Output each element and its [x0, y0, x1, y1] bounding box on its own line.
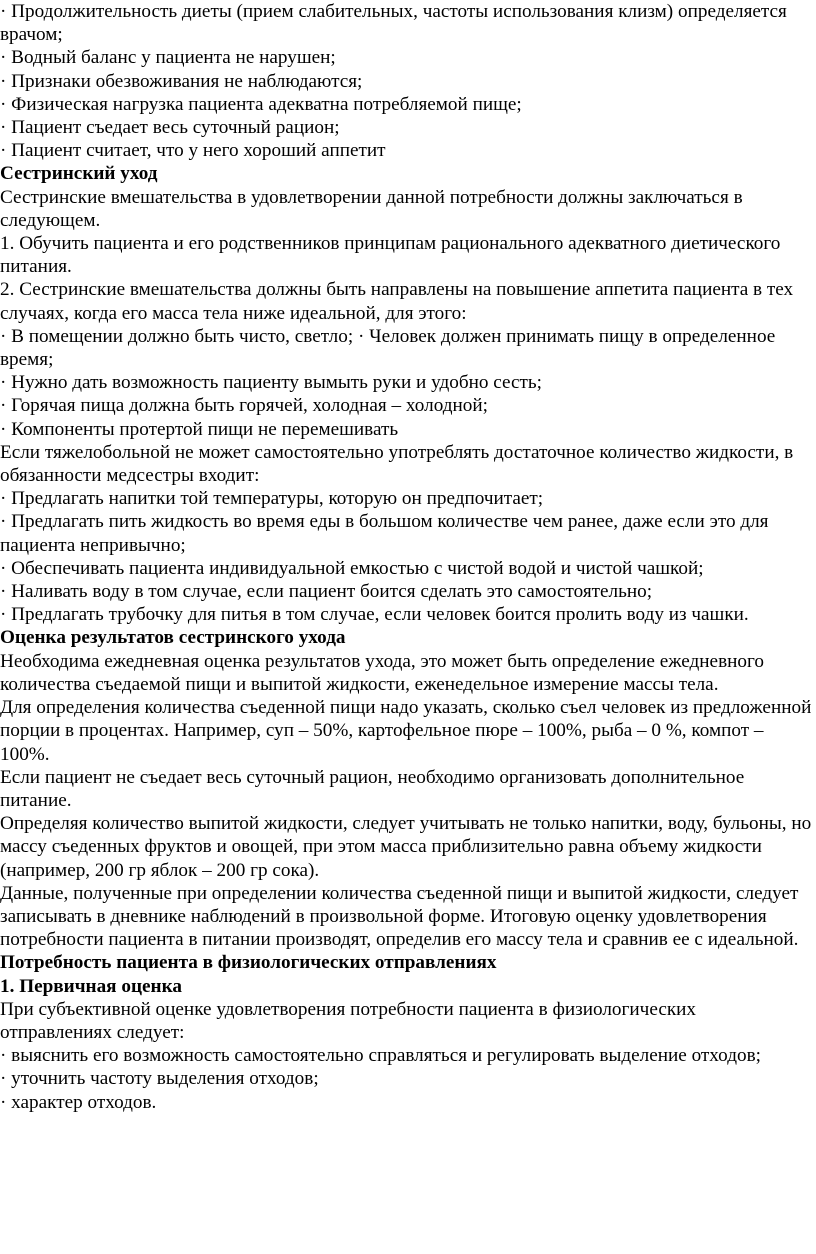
item-1-teach: 1. Обучить пациента и его родственников принципам рационального адекватного диетического питания. — [0, 233, 781, 278]
para-fluid-amount: Определяя количество выпитой жидкости, следует учитывать не только напитки, воду, бульоны, но массу съеденных фруктов и овощей, при этом масса приблизительно равна объему жидкости (например, 200 гр яблок – 200 гр сока). — [0, 813, 812, 881]
heading-primary-assessment: 1. Первичная оценка — [0, 975, 182, 997]
bullet-drink-with-meals: · Предлагать пить жидкость во время еды в большом количестве чем ранее, даже если это для пациента непривычно; — [0, 511, 769, 556]
bullet-no-mixing: · Компоненты протертой пищи не перемешивать — [0, 418, 399, 440]
bullet-food-temperature: · Горячая пища должна быть горячей, холодная – холодной; — [0, 395, 488, 417]
bullet-good-appetite: · Пациент считает, что у него хороший аппетит — [0, 140, 386, 162]
bullet-pour-water: · Наливать воду в том случае, если пациент боится сделать это самостоятельно; — [0, 581, 653, 603]
item-2-appetite: 2. Сестринские вмешательства должны быть направлены на повышение аппетита пациента в тех случаях, когда его масса тела ниже идеальной, для этого: — [0, 279, 794, 324]
bullet-diet-duration: · Продолжительность диеты (прием слабительных, частоты использования клизм) определяется врачом; — [0, 1, 787, 46]
para-fluid-intake: Если тяжелобольной не может самостоятельно употреблять достаточное количество жидкости, в обязанности медсестры входит: — [0, 441, 794, 487]
bullet-wash-hands: · Нужно дать возможность пациенту вымыть руки и удобно сесть; — [0, 372, 542, 394]
bullet-self-regulate: · выяснить его возможность самостоятельно справляться и регулировать выделение отходов; — [0, 1045, 761, 1067]
bullet-character: · характер отходов. — [0, 1091, 157, 1113]
bullet-straw: · Предлагать трубочку для питья в том случае, если человек боится пролить воду из чашки. — [0, 604, 749, 626]
para-food-percent: Для определения количества съеденной пищи надо указать, сколько съел человек из предложенной порции в процентах. Например, суп – 50%, картофельное пюре – 100%, рыба – 0 %, компот – 100%. — [0, 697, 812, 765]
bullet-water-balance: · Водный баланс у пациента не нарушен; — [0, 47, 336, 69]
para-daily-evaluation: Необходима ежедневная оценка результатов ухода, это может быть определение ежедневного количества съедаемой пищи и выпитой жидкости, еженедельное измерение массы тела. — [0, 650, 764, 695]
para-subjective-assessment: При субъективной оценке удовлетворения потребности пациента в физиологических отправлениях следует: — [0, 998, 697, 1043]
bullet-drink-temperature: · Предлагать напитки той температуры, которую он предпочитает; — [0, 488, 544, 510]
bullet-frequency: · уточнить частоту выделения отходов; — [0, 1068, 319, 1090]
heading-evaluation: Оценка результатов сестринского ухода — [0, 627, 346, 649]
bullet-physical-load: · Физическая нагрузка пациента адекватна потребляемой пище; — [0, 93, 522, 115]
para-interventions: Сестринские вмешательства в удовлетворении данной потребности должны заключаться в следующем. — [0, 186, 743, 231]
bullet-clean-room: · В помещении должно быть чисто, светло; · Человек должен принимать пищу в определенное время; — [0, 325, 776, 371]
heading-nursing-care: Сестринский уход — [0, 163, 158, 185]
para-diary: Данные, полученные при определении количества съеденной пищи и выпитой жидкости, следует записывать в дневнике наблюдений в произвольной форме. Итоговую оценку удовлетворения потребности пациента в питании производят, определив его массу тела и сравнив ее с идеальной. — [0, 882, 799, 951]
bullet-no-dehydration: · Признаки обезвоживания не наблюдаются; — [0, 70, 363, 92]
para-extra-feeding: Если пациент не съедает весь суточный рацион, необходимо организовать дополнительное питание. — [0, 766, 745, 811]
heading-physiological-needs: Потребность пациента в физиологических отправлениях — [0, 952, 497, 974]
bullet-individual-cup: · Обеспечивать пациента индивидуальной емкостью с чистой водой и чистой чашкой; — [0, 557, 704, 579]
bullet-daily-ration: · Пациент съедает весь суточный рацион; — [0, 117, 340, 139]
